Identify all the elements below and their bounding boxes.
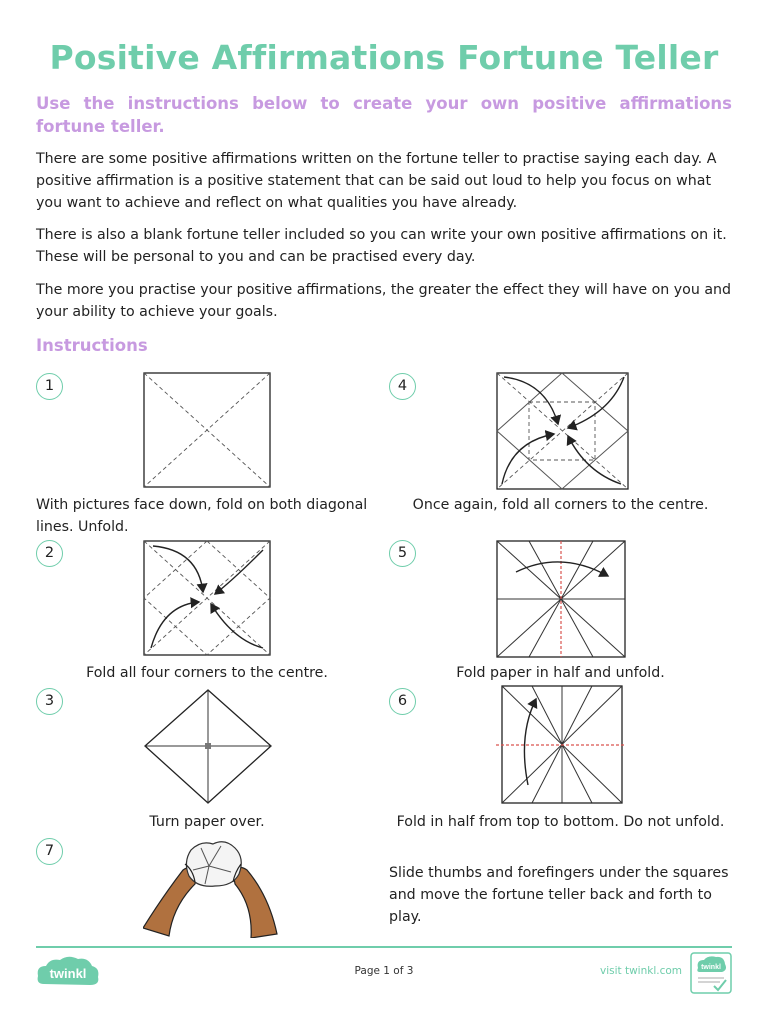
step-5-caption: Fold paper in half and unfold. <box>456 665 665 681</box>
step-7-number: 7 <box>36 838 63 865</box>
step-4-caption: Once again, fold all corners to the centre. <box>412 497 709 513</box>
subtitle: Use the instructions below to create your own positive affirmations fortune teller. <box>36 94 732 136</box>
step-7-caption: Slide thumbs and forefingers under the squares and move the fortune teller back and forth to play. <box>389 865 729 925</box>
step-1-caption: With pictures face down, fold on both diagonal lines. Unfold. <box>36 497 368 535</box>
footer-divider <box>36 946 732 948</box>
page-number: Page 1 of 3 <box>354 965 414 977</box>
intro-paragraph-1: There are some positive affirmations written on the fortune teller to practise saying each day. A positive affirmation is a positive statement that can be said out loud to help you focus on what you want to achieve and reflect on what qualities you have already. <box>36 151 717 211</box>
step-6-diagram <box>496 685 626 805</box>
page-title: Positive Affirmations Fortune Teller <box>49 38 719 77</box>
instructions-heading: Instructions <box>36 336 148 355</box>
step-3-caption: Turn paper over. <box>149 814 265 830</box>
step-4-diagram <box>496 372 629 490</box>
step-1-number: 1 <box>36 373 63 400</box>
step-7-hands-image <box>143 836 278 938</box>
step-2-number: 2 <box>36 540 63 567</box>
step-6-caption: Fold in half from top to bottom. Do not unfold. <box>396 814 725 830</box>
intro-paragraph-3: The more you practise your positive affirmations, the greater the effect they will have on you and your ability to achieve your goals. <box>36 282 732 320</box>
step-3-diagram <box>143 688 273 806</box>
badge-text: twinkl <box>701 964 721 971</box>
visit-link[interactable]: visit twinkl.com <box>599 965 682 977</box>
intro-paragraph-2: There is also a blank fortune teller included so you can write your own positive affirmations on it. These will be personal to you and can be practised every day. <box>36 227 727 265</box>
quality-badge-icon <box>690 952 732 994</box>
step-6-number: 6 <box>389 688 416 715</box>
step-2-caption: Fold all four corners to the centre. <box>86 665 328 681</box>
step-5-number: 5 <box>389 540 416 567</box>
step-2-diagram <box>143 540 271 656</box>
logo-text: twinkl <box>49 966 87 981</box>
step-5-diagram <box>496 540 626 658</box>
step-4-number: 4 <box>389 373 416 400</box>
step-3-number: 3 <box>36 688 63 715</box>
step-1-diagram <box>143 372 271 488</box>
